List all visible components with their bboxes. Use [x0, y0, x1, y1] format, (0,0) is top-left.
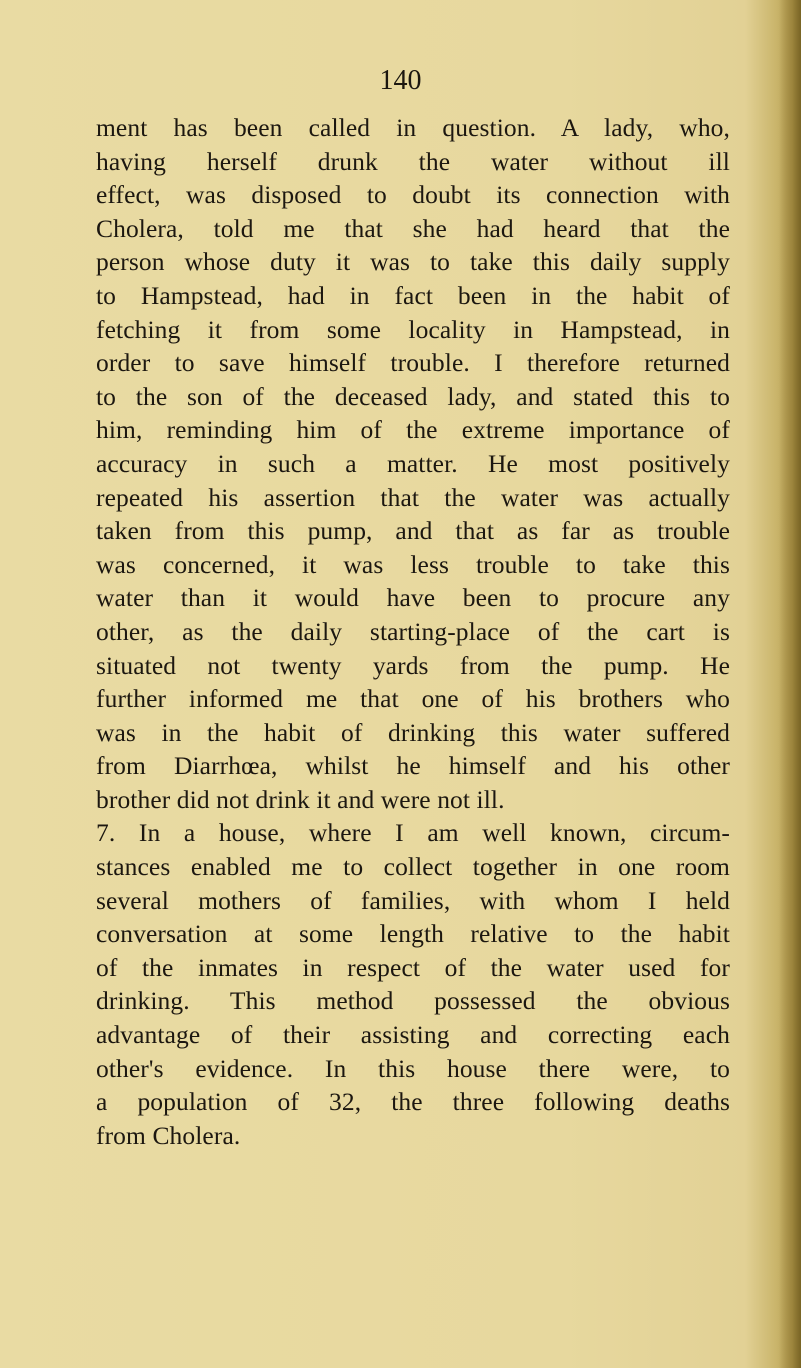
- text-line: having herself drunk the water without ill: [96, 146, 730, 176]
- text-line: other's evidence. In this house there were, to: [96, 1053, 730, 1083]
- text-line: accuracy in such a matter. He most positively: [96, 448, 730, 478]
- page-edge-shadow: [779, 0, 801, 1368]
- text-line: other, as the daily starting-place of the cart is: [96, 616, 730, 646]
- text-line: situated not twenty yards from the pump. He: [96, 650, 730, 680]
- text-line: person whose duty it was to take this daily supply: [96, 247, 730, 277]
- text-line: drinking. This method possessed the obvious: [96, 986, 730, 1016]
- page-number: 140: [379, 65, 422, 96]
- text-line: taken from this pump, and that as far as trouble: [96, 516, 730, 546]
- text-line: was in the habit of drinking this water suffered: [96, 717, 730, 747]
- text-line: further informed me that one of his brothers who: [96, 684, 730, 714]
- text-line: fetching it from some locality in Hampstead, in: [96, 314, 730, 344]
- text-line: him, reminding him of the extreme importance of: [96, 415, 730, 445]
- text-line: order to save himself trouble. I therefore returned: [96, 348, 730, 378]
- text-line: was concerned, it was less trouble to take this: [96, 549, 730, 579]
- text-line: a population of 32, the three following deaths: [96, 1087, 730, 1117]
- text-line: stances enabled me to collect together in one room: [96, 852, 730, 882]
- text-line: from Cholera.: [96, 1120, 241, 1150]
- text-line: water than it would have been to procure any: [96, 583, 730, 613]
- text-line: Cholera, told me that she had heard that the: [96, 213, 730, 243]
- text-line: from Diarrhœa, whilst he himself and his other: [96, 751, 730, 781]
- body-text: [96, 111, 730, 1152]
- text-line: 7. In a house, where I am well known, circum-: [96, 818, 730, 848]
- text-line: to the son of the deceased lady, and stated this to: [96, 381, 730, 411]
- text-line: of the inmates in respect of the water used for: [96, 952, 730, 982]
- text-line: ment has been called in question. A lady, who,: [96, 113, 730, 142]
- text-line: brother did not drink it and were not ill.: [96, 784, 505, 814]
- text-line: several mothers of families, with whom I held: [96, 885, 730, 915]
- text-line: to Hampstead, had in fact been in the habit of: [96, 280, 730, 310]
- text-line: advantage of their assisting and correcting each: [96, 1020, 730, 1050]
- text-line: conversation at some length relative to the habit: [96, 919, 730, 949]
- text-line: repeated his assertion that the water was actually: [96, 482, 730, 512]
- text-line: effect, was disposed to doubt its connection with: [96, 180, 730, 210]
